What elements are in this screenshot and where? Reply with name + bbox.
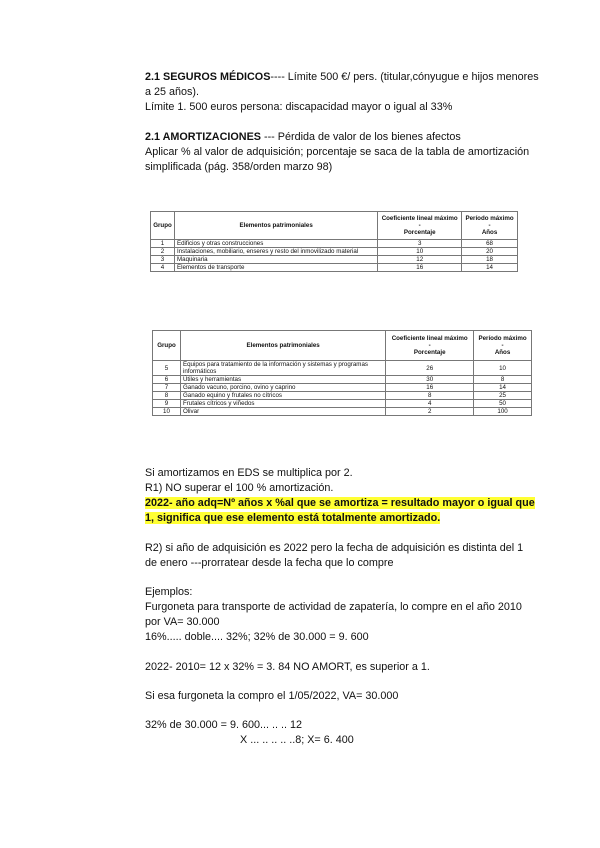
table2-cell-periodo: 25	[474, 392, 532, 400]
table-row	[151, 264, 518, 272]
table2-header-row	[153, 331, 532, 361]
table-row	[151, 240, 518, 248]
eds-line: Si amortizamos en EDS se multiplica por 2.	[145, 467, 353, 479]
amortization-table-1	[150, 211, 518, 272]
table1-cell-elemento: Maquinaria	[174, 256, 377, 264]
ejemplos-label: Ejemplos:	[145, 586, 193, 598]
table2-cell-grupo: 8	[153, 392, 181, 400]
r2-paragraph: R2) si año de adquisición es 2022 pero la fecha de adquisición es distinta del 1 de enero ---prorratear desde la fecha que lo compre	[145, 542, 524, 569]
seguros-medicos-text: ---- Límite 500 €/ pers. (titular,cónyugue e hijos menores a 25 años).	[145, 71, 539, 98]
table1-periodo-title: Período máximo	[465, 215, 514, 222]
table1-coef-title: Coeficiente lineal máximo	[381, 215, 458, 222]
table1-header-elementos: Elementos patrimoniales	[174, 212, 377, 240]
table2-cell-coef: 16	[386, 384, 474, 392]
table-row	[153, 361, 532, 376]
table2-periodo-unit: Años	[494, 349, 511, 356]
table2-cell-periodo: 8	[474, 376, 532, 384]
table2-header-periodo	[474, 331, 532, 361]
eds-paragraph	[145, 466, 535, 526]
table1-header-periodo	[462, 212, 518, 240]
table2-cell-elemento: Útiles y herramientas	[180, 376, 385, 384]
table1-cell-elemento: Instalaciones, mobiliario, enseres y resto del inmovilizado material	[174, 248, 377, 256]
table-row	[153, 392, 532, 400]
table1-header-row	[151, 212, 518, 240]
table1-cell-coef: 10	[378, 248, 462, 256]
table2-cell-periodo: 100	[474, 408, 532, 416]
table1-header-coeficiente	[378, 212, 462, 240]
table2-header-coeficiente	[386, 331, 474, 361]
example-calc-3: Si esa furgoneta la compro el 1/05/2022, VA= 30.000	[145, 690, 399, 702]
table2-cell-coef: 30	[386, 376, 474, 384]
example-calc-1: 16%..... doble.... 32%; 32% de 30.000 = 9. 600	[145, 631, 369, 643]
table2-periodo-title: Período máximo	[478, 335, 527, 342]
table1-cell-periodo: 68	[462, 240, 518, 248]
r1-line: R1) NO superar el 100 % amortización.	[145, 482, 334, 494]
table2-cell-coef: 8	[386, 392, 474, 400]
table2-header-elementos: Elementos patrimoniales	[180, 331, 385, 361]
amortizaciones-text: --- Pérdida de valor de los bienes afectos	[260, 131, 461, 143]
table2-coef-unit: Porcentaje	[413, 349, 446, 356]
table2-cell-grupo: 10	[153, 408, 181, 416]
table2-cell-grupo: 7	[153, 384, 181, 392]
table1-cell-coef: 16	[378, 264, 462, 272]
table1-cell-periodo: 18	[462, 256, 518, 264]
table2-cell-grupo: 9	[153, 400, 181, 408]
table2-coef-title: Coeficiente lineal máximo	[391, 335, 468, 342]
example-furgoneta: Furgoneta para transporte de actividad de zapatería, lo compre en el año 2010 por VA= 30.000	[145, 601, 522, 628]
table2-cell-coef: 4	[386, 400, 474, 408]
seguros-medicos-limit: Límite 1. 500 euros persona: discapacidad mayor o igual al 33%	[145, 101, 453, 113]
table1-cell-grupo: 3	[151, 256, 175, 264]
table2-cell-elemento: Ganado equino y frutales no cítricos	[180, 392, 385, 400]
table2-cell-elemento: Equipos para tratamiento de la información y sistemas y programas informáticos	[180, 361, 385, 376]
table1-cell-grupo: 4	[151, 264, 175, 272]
table1-cell-elemento: Elementos de transporte	[174, 264, 377, 272]
table2-cell-elemento: Olivar	[180, 408, 385, 416]
table1-cell-coef: 12	[378, 256, 462, 264]
amortizaciones-detail: Aplicar % al valor de adquisición; porcentaje se saca de la tabla de amortización simplificada (pág. 358/orden marzo 98)	[145, 146, 530, 173]
table1-cell-coef: 3	[378, 240, 462, 248]
table-row	[151, 248, 518, 256]
table-row	[153, 376, 532, 384]
table2-cell-grupo: 5	[153, 361, 181, 376]
table-row	[151, 256, 518, 264]
table-row	[153, 400, 532, 408]
highlighted-rule: 2022- año adq=Nº años x %al que se amortiza = resultado mayor o igual que 1, significa que ese elemento está totalmente amortizado.	[145, 497, 535, 524]
table2-cell-coef: 2	[386, 408, 474, 416]
amortizaciones-title: 2.1 AMORTIZACIONES	[145, 131, 261, 143]
table1-cell-periodo: 14	[462, 264, 518, 272]
table2-header-grupo: Grupo	[153, 331, 181, 361]
seguros-medicos-paragraph	[145, 70, 545, 115]
seguros-medicos-title: 2.1 SEGUROS MÉDICOS	[145, 71, 271, 83]
table1-cell-periodo: 20	[462, 248, 518, 256]
amortizaciones-paragraph	[145, 130, 545, 175]
table2-periodo-dash: -	[501, 342, 504, 349]
example-calc-4: 32% de 30.000 = 9. 600... .. .. 12	[145, 719, 302, 731]
table2-cell-periodo: 14	[474, 384, 532, 392]
example-calc-2: 2022- 2010= 12 x 32% = 3. 84 NO AMORT, es superior a 1.	[145, 661, 430, 673]
table1-cell-grupo: 2	[151, 248, 175, 256]
table2-cell-grupo: 6	[153, 376, 181, 384]
table1-coef-dash: -	[418, 222, 421, 229]
amortization-table-2	[152, 330, 532, 416]
table1-periodo-dash: -	[488, 222, 491, 229]
table2-cell-elemento: Ganado vacuno, porcino, ovino y caprino	[180, 384, 385, 392]
table1-coef-unit: Porcentaje	[403, 229, 436, 236]
table1-cell-elemento: Edificios y otras construcciones	[174, 240, 377, 248]
table2-coef-dash: -	[428, 342, 431, 349]
table2-cell-periodo: 50	[474, 400, 532, 408]
table2-cell-periodo: 10	[474, 361, 532, 376]
table-row	[153, 384, 532, 392]
table2-cell-coef: 26	[386, 361, 474, 376]
example-calc-5: X ... .. .. .. ..8; X= 6. 400	[240, 734, 354, 746]
table-row	[153, 408, 532, 416]
table1-header-grupo: Grupo	[151, 212, 175, 240]
table1-cell-grupo: 1	[151, 240, 175, 248]
table2-cell-elemento: Frutales cítricos y viñedos	[180, 400, 385, 408]
table1-periodo-unit: Años	[481, 229, 498, 236]
